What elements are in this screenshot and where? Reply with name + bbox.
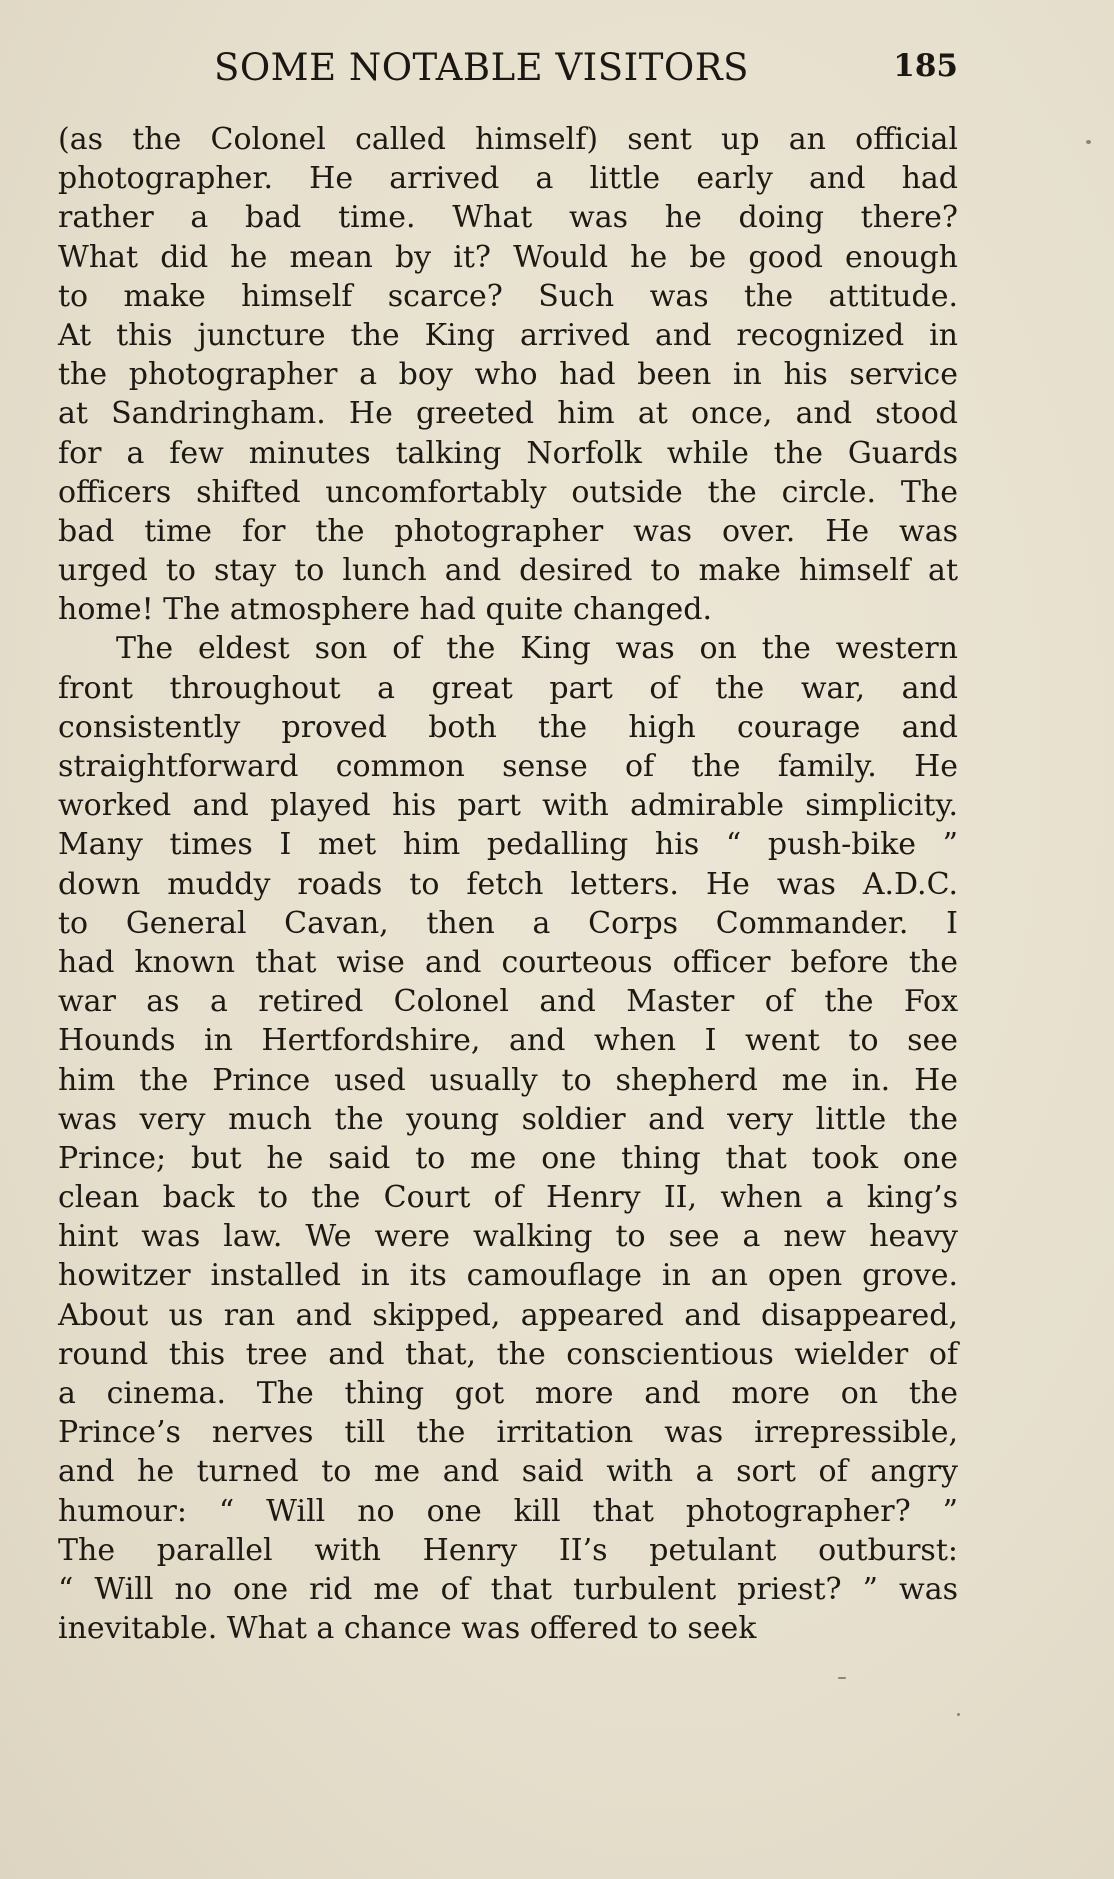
- text-line: him the Prince used usually to shepherd me in. He: [58, 1062, 958, 1098]
- text-line: for a few minutes talking Norfolk while the Guards: [58, 435, 958, 471]
- text-line: The parallel with Henry II’s petulant outburst:: [58, 1532, 958, 1568]
- page-header: [58, 46, 958, 98]
- text-line: urged to stay to lunch and desired to make himself at: [58, 553, 958, 589]
- text-line: down muddy roads to fetch letters. He was A.D.C.: [58, 866, 958, 902]
- text-line: at Sandringham. He greeted him at once, and stood: [58, 396, 958, 432]
- paper-speck: [957, 1713, 960, 1716]
- text-line: straightforward common sense of the family. He: [58, 749, 958, 784]
- body-text: [58, 120, 958, 1648]
- text-line: What did he mean by it? Would he be good enough: [58, 239, 958, 275]
- paper-speck: [1086, 140, 1091, 144]
- text-line: At this juncture the King arrived and recognized in: [58, 317, 958, 353]
- text-line: photographer. He arrived a little early and had: [58, 161, 958, 197]
- text-line: hint was law. We were walking to see a new heavy: [58, 1219, 958, 1255]
- text-line: had known that wise and courteous officer before the: [58, 944, 958, 980]
- text-line: home! The atmosphere had quite changed.: [58, 592, 712, 628]
- text-line: worked and played his part with admirable simplicity.: [58, 788, 958, 824]
- text-line: and he turned to me and said with a sort of angry: [58, 1454, 958, 1490]
- text-line: to General Cavan, then a Corps Commander. I: [58, 905, 958, 941]
- text-line: Hounds in Hertfordshire, and when I went to see: [58, 1023, 958, 1059]
- text-line: inevitable. What a chance was offered to seek: [58, 1611, 757, 1647]
- text-line: The eldest son of the King was on the western: [116, 631, 958, 667]
- text-line: a cinema. The thing got more and more on the: [58, 1376, 958, 1411]
- text-line: rather a bad time. What was he doing there?: [58, 200, 958, 236]
- text-line: war as a retired Colonel and Master of the Fox: [58, 984, 958, 1020]
- text-line: was very much the young soldier and very little the: [58, 1101, 958, 1137]
- text-line: front throughout a great part of the war, and: [58, 670, 958, 706]
- text-line: Many times I met him pedalling his “ push-bike ”: [58, 827, 958, 863]
- text-line: consistently proved both the high courage and: [58, 709, 958, 745]
- text-line: officers shifted uncomfortably outside the circle. The: [58, 474, 958, 510]
- paper-speck: [838, 1677, 846, 1679]
- text-line: the photographer a boy who had been in his service: [58, 357, 958, 393]
- text-line: Prince’s nerves till the irritation was irrepressible,: [58, 1415, 958, 1451]
- text-line: About us ran and skipped, appeared and disappeared,: [58, 1297, 958, 1333]
- text-line: round this tree and that, the conscientious wielder of: [58, 1336, 958, 1372]
- page-number: 185: [893, 48, 958, 84]
- text-line: “ Will no one rid me of that turbulent priest? ” was: [58, 1571, 958, 1607]
- text-line: howitzer installed in its camouflage in an open grove.: [58, 1258, 958, 1294]
- text-line: Prince; but he said to me one thing that took one: [58, 1140, 958, 1176]
- text-line: clean back to the Court of Henry II, when a king’s: [58, 1180, 958, 1216]
- text-line: to make himself scarce? Such was the attitude.: [58, 278, 958, 314]
- running-head: SOME NOTABLE VISITORS: [214, 46, 749, 89]
- text-line: (as the Colonel called himself) sent up an official: [58, 122, 958, 157]
- text-line: humour: “ Will no one kill that photographer? ”: [58, 1493, 958, 1529]
- text-line: bad time for the photographer was over. He was: [58, 513, 958, 549]
